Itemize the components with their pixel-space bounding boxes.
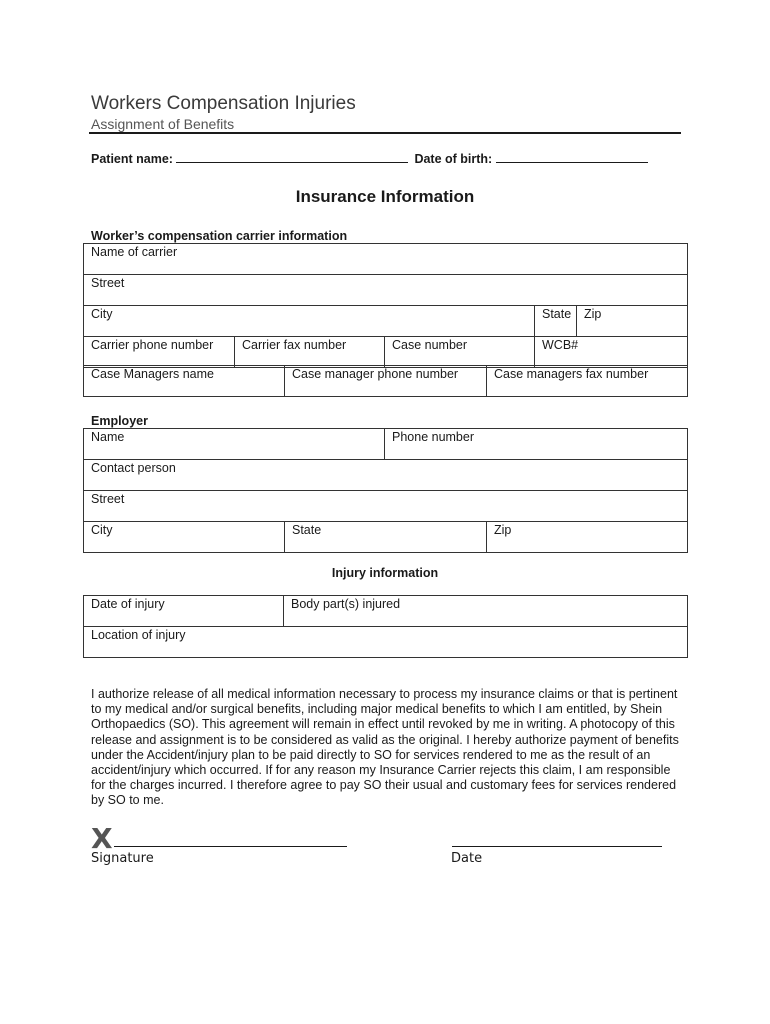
employer-street-field[interactable]: Street <box>84 491 688 522</box>
case-manager-phone-field[interactable]: Case manager phone number <box>285 366 487 397</box>
signature-label: Signature <box>91 851 154 866</box>
carrier-fax-field[interactable]: Carrier fax number <box>235 337 385 368</box>
carrier-phone-field[interactable]: Carrier phone number <box>84 337 235 368</box>
form-subtitle: Assignment of Benefits <box>91 116 235 132</box>
signature-line[interactable] <box>114 846 347 847</box>
date-of-injury-field[interactable]: Date of injury <box>84 596 284 627</box>
employer-city-field[interactable]: City <box>84 522 285 553</box>
case-manager-name-field[interactable]: Case Managers name <box>84 366 285 397</box>
signature-x-mark: X <box>91 822 113 855</box>
employer-name-field[interactable]: Name <box>84 429 385 460</box>
carrier-table <box>83 243 688 368</box>
body-parts-field[interactable]: Body part(s) injured <box>284 596 688 627</box>
carrier-zip-field[interactable]: Zip <box>577 306 688 337</box>
date-line[interactable] <box>452 846 662 847</box>
section-title: Insurance Information <box>295 187 475 206</box>
case-manager-table <box>83 365 688 397</box>
carrier-state-label: State <box>542 307 572 321</box>
patient-name-label: Patient name: <box>91 152 173 166</box>
date-label: Date <box>451 851 483 866</box>
form-title: Workers Compensation Injuries <box>91 93 356 114</box>
wcb-field[interactable]: WCB# <box>535 337 688 368</box>
patient-name-field[interactable] <box>176 151 408 163</box>
injury-heading: Injury information <box>331 566 439 580</box>
case-number-field[interactable]: Case number <box>385 337 535 368</box>
employer-table <box>83 428 688 553</box>
authorization-paragraph: I authorize release of all medical information necessary to process my insurance claims or that is pertinent to my medical and/or surgical benefits, including major medical benefits to which I am entitled, by Shein Orthopaedics (SO). This agreement will remain in effect until revoked by me in writing. A photocopy of this release and assignment is to be considered as valid as the original. I hereby authorize payment of benefits under the Accident/injury plan to be paid directly to SO for services rendered to me as the result of an accident/injury which occurred. If for any reason my Insurance Carrier rejects this claim, I am responsible for the charges incurred. I therefore agree to pay SO their usual and customary fees for services rendered by SO to me. <box>91 687 679 808</box>
carrier-heading: Worker’s compensation carrier information <box>91 229 348 243</box>
employer-contact-field[interactable]: Contact person <box>84 460 688 491</box>
employer-heading: Employer <box>91 414 148 428</box>
employer-phone-field[interactable]: Phone number <box>385 429 688 460</box>
date-of-birth-label: Date of birth: <box>414 152 493 166</box>
location-of-injury-field[interactable]: Location of injury <box>84 627 688 658</box>
employer-zip-field[interactable]: Zip <box>487 522 688 553</box>
patient-row <box>91 151 654 166</box>
carrier-name-field[interactable]: Name of carrier <box>84 244 688 275</box>
carrier-state-field[interactable] <box>535 306 577 337</box>
case-manager-fax-field[interactable]: Case managers fax number <box>487 366 688 397</box>
date-of-birth-field[interactable] <box>496 151 648 163</box>
header-divider <box>89 132 681 134</box>
carrier-street-field[interactable]: Street <box>84 275 688 306</box>
injury-table <box>83 595 688 658</box>
carrier-city-field[interactable]: City <box>84 306 535 337</box>
employer-state-field[interactable]: State <box>285 522 487 553</box>
